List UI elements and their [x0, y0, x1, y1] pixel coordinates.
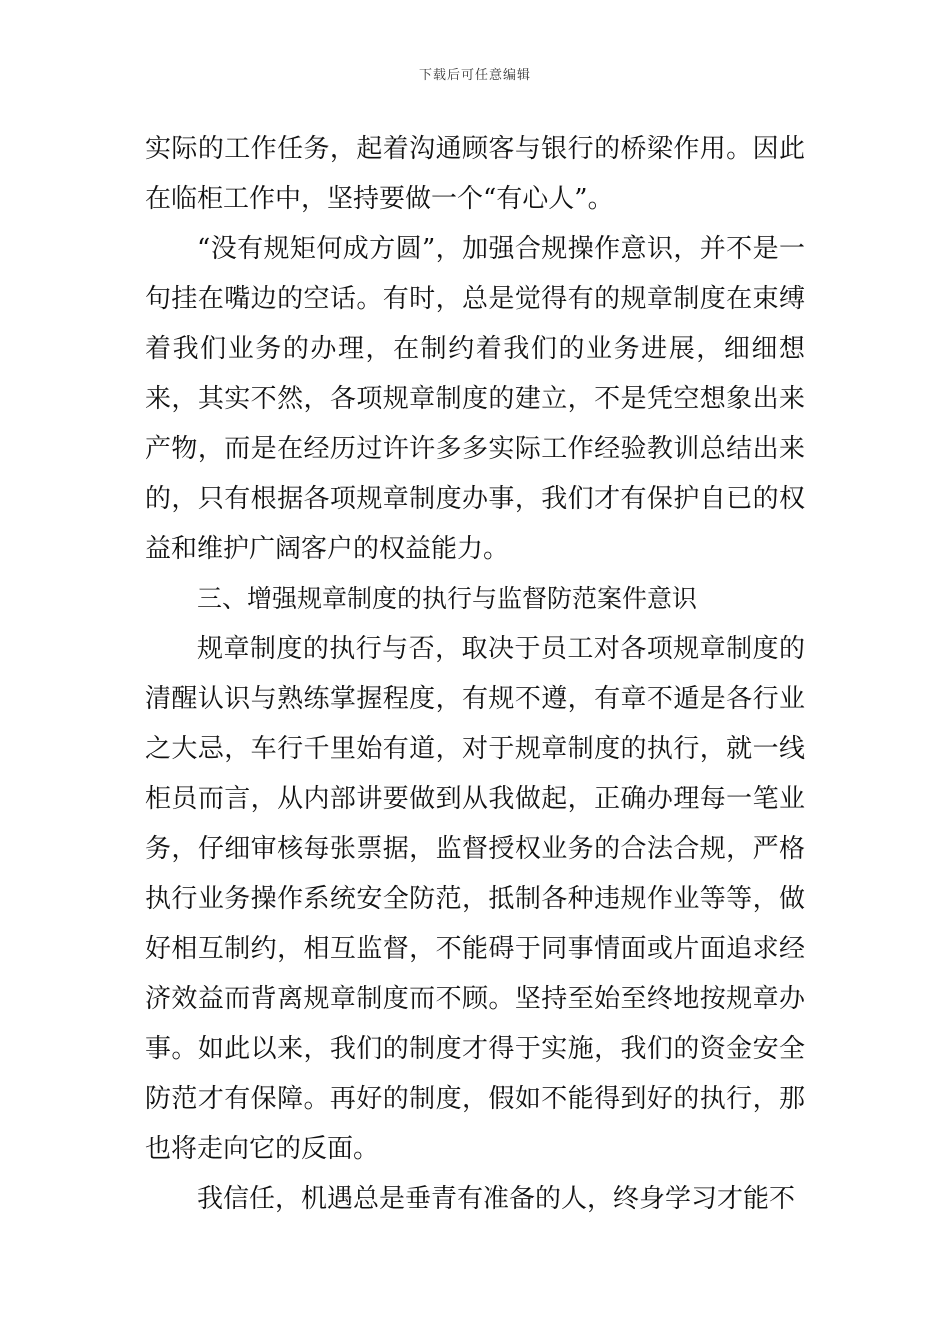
paragraph-closing: 我信任，机遇总是垂青有准备的人，终身学习才能不	[197, 1184, 796, 1214]
paragraph-continuation: 实际的工作任务，起着沟通顾客与银行的桥梁作用。因此在临柜工作中，坚持要做一个“有心人”。	[145, 134, 805, 214]
document-body	[145, 124, 805, 1224]
paragraph-compliance: “没有规矩何成方圆”，加强合规操作意识，并不是一句挂在嘴边的空话。有时，总是觉得有的规章制度在束缚着我们业务的办理，在制约着我们的业务进展，细细想来，其实不然，各项规章制度的建立，不是凭空想象出来产物，而是在经历过许许多多实际工作经验教训总结出来的，只有根据各项规章制度办事，我们才有保护自已的权益和维护广阔客户的权益能力。	[145, 234, 805, 564]
paragraph-execution: 规章制度的执行与否，取决于员工对各项规章制度的清醒认识与熟练掌握程度，有规不遵，有章不遁是各行业之大忌，车行千里始有道，对于规章制度的执行，就一线柜员而言，从内部讲要做到从我做起，正确办理每一笔业务，仔细审核每张票据，监督授权业务的合法合规，严格执行业务操作系统安全防范，抵制各种违规作业等等，做好相互制约，相互监督，不能碍于同事情面或片面追求经济效益而背离规章制度而不顾。坚持至始至终地按规章办事。如此以来，我们的制度才得于实施，我们的资金安全防范才有保障。再好的制度，假如不能得到好的执行，那也将走向它的反面。	[145, 634, 805, 1164]
page-header: 下载后可任意编辑	[418, 68, 531, 83]
section-heading: 三、增强规章制度的执行与监督防范案件意识	[197, 584, 698, 613]
